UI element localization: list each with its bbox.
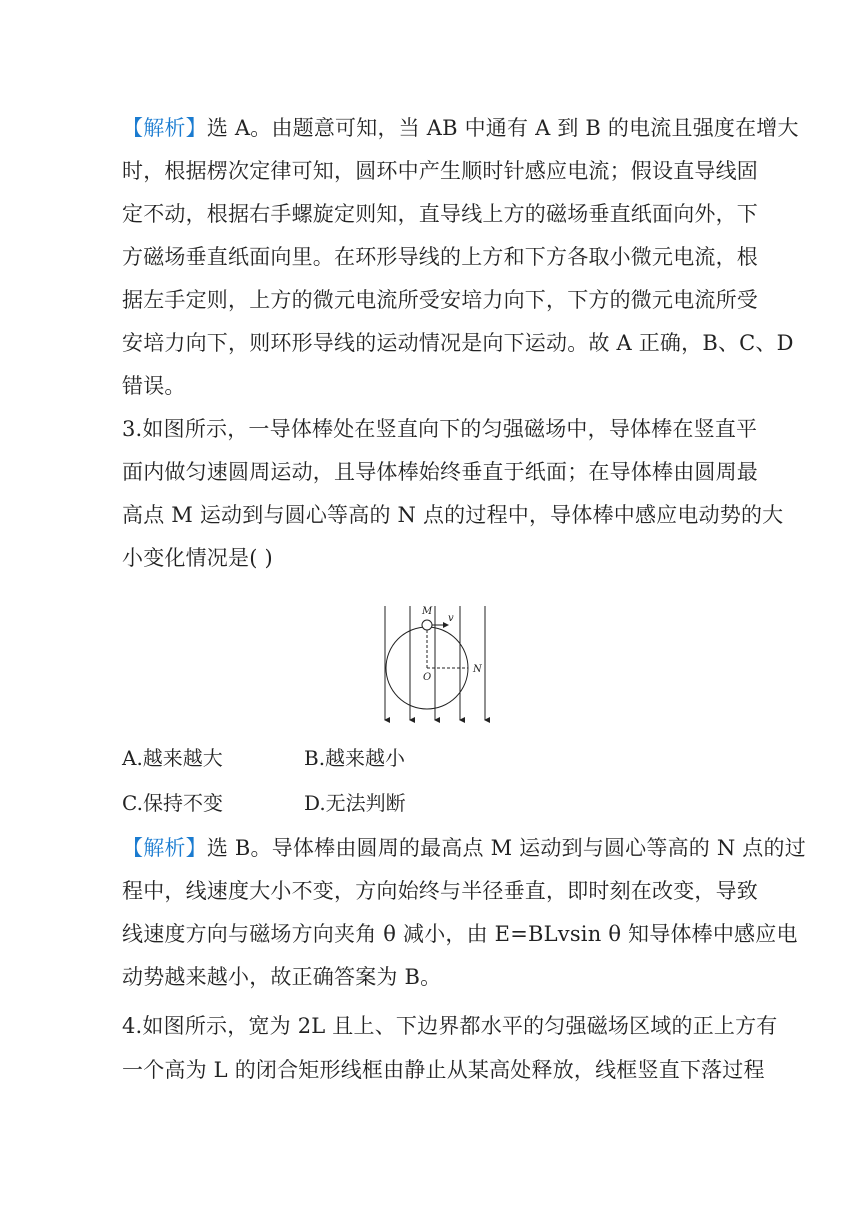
analysis2-line-4: 动势越来越小，故正确答案为 B。 bbox=[122, 965, 442, 989]
analysis2-line-3: 线速度方向与磁场方向夹角 θ 减小，由 E=BLvsin θ 知导体棒中感应电 bbox=[122, 922, 798, 946]
question-3-line-2: 面内做匀速圆周运动，且导体棒始终垂直于纸面；在导体棒由圆周最 bbox=[122, 460, 758, 484]
figure-svg bbox=[374, 602, 492, 724]
question-4-line-1: 4.如图所示，宽为 2L 且上、下边界都水平的匀强磁场区域的正上方有 bbox=[122, 1014, 778, 1038]
analysis-line-7: 错误。 bbox=[122, 374, 186, 398]
label-o: O bbox=[423, 672, 432, 683]
label-m: M bbox=[422, 606, 433, 617]
analysis-line-1 bbox=[122, 114, 799, 142]
question-3-line-1: 3.如图所示，一导体棒处在竖直向下的匀强磁场中，导体棒在竖直平 bbox=[122, 417, 758, 441]
analysis-line-2: 时，根据楞次定律可知，圆环中产生顺时针感应电流；假设直导线固 bbox=[122, 159, 758, 183]
option-c: C.保持不变 bbox=[122, 791, 223, 815]
option-a: A.越来越大 bbox=[122, 746, 223, 770]
question-3-line-3: 高点 M 运动到与圆心等高的 N 点的过程中，导体棒中感应电动势的大 bbox=[122, 503, 784, 527]
analysis-line-5: 据左手定则，上方的微元电流所受安培力向下，下方的微元电流所受 bbox=[122, 288, 758, 312]
option-d: D.无法判断 bbox=[304, 791, 406, 815]
analysis-text: 选 A。由题意可知，当 AB 中通有 A 到 B 的电流且强度在增大 bbox=[206, 116, 799, 140]
analysis2-line-1 bbox=[122, 834, 806, 862]
analysis-line-4: 方磁场垂直纸面向里。在环形导线的上方和下方各取小微元电流，根 bbox=[122, 245, 758, 269]
magnetic-field-figure bbox=[374, 602, 492, 724]
analysis-tag: 【解析】 bbox=[122, 836, 207, 860]
question-3-line-4: 小变化情况是( ) bbox=[122, 546, 273, 570]
analysis-line-6: 安培力向下，则环形导线的运动情况是向下运动。故 A 正确，B、C、D bbox=[122, 331, 794, 355]
label-n: N bbox=[473, 664, 482, 675]
label-v: v bbox=[448, 613, 454, 624]
conductor-rod bbox=[422, 620, 432, 630]
question-4-line-2: 一个高为 L 的闭合矩形线框由静止从某高处释放，线框竖直下落过程 bbox=[122, 1058, 765, 1082]
option-b: B.越来越小 bbox=[304, 746, 406, 770]
analysis2-text: 选 B。导体棒由圆周的最高点 M 运动到与圆心等高的 N 点的过 bbox=[206, 836, 806, 860]
analysis2-line-2: 程中，线速度大小不变，方向始终与半径垂直，即时刻在改变，导致 bbox=[122, 879, 758, 903]
analysis-line-3: 定不动，根据右手螺旋定则知，直导线上方的磁场垂直纸面向外，下 bbox=[122, 202, 758, 226]
analysis-tag: 【解析】 bbox=[122, 116, 207, 140]
